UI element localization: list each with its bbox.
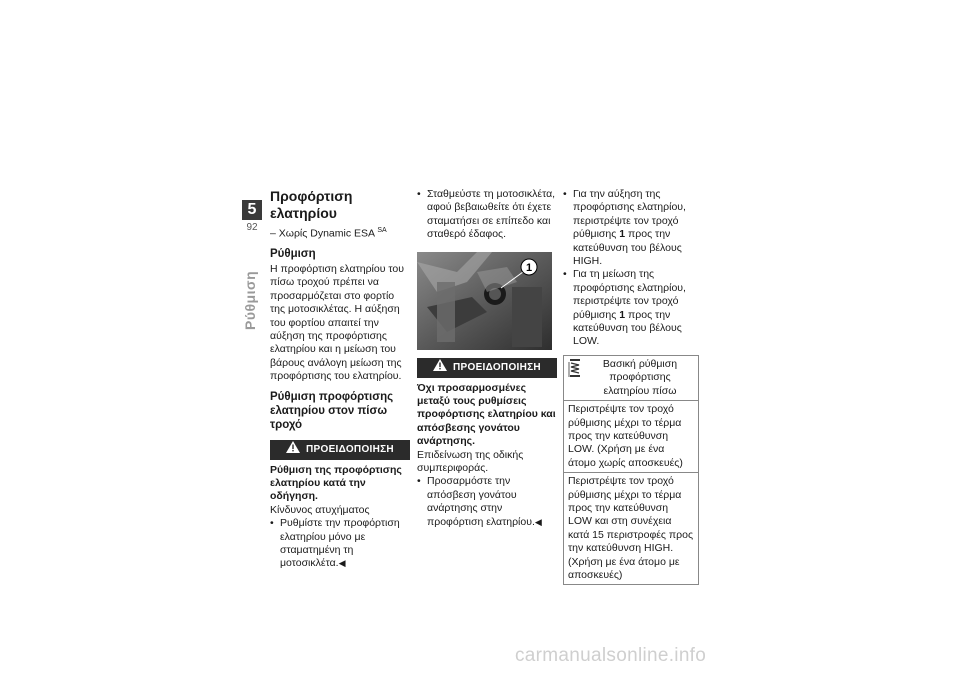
warning-subtitle: Επιδείνωση της οδικής συμπεριφοράς. — [417, 448, 524, 475]
bullet-list — [563, 188, 703, 349]
watermark: carmanualsonline.info — [515, 645, 707, 666]
end-mark-icon: ◀ — [338, 558, 346, 569]
table-row: Περιστρέψτε τον τροχό ρύθμισης μέχρι το τέρμα προς την κατεύθυνση LOW και στη συνέχεια κατά 15 περιστροφές προς την κατεύθυνση HIGH. (Χρήση με ένα άτομο με αποσκευές) — [568, 475, 694, 581]
warning-subtitle: Κίνδυνος ατυχήματος — [270, 503, 370, 516]
chapter-number: 5 — [242, 200, 262, 220]
column-2 — [417, 188, 557, 529]
column-1 — [270, 188, 410, 571]
list-item: • Για την αύξηση της προφόρτισης ελατηρίου, περιστρέψτε τον τροχό ρύθμισης 1 προς την κατεύθυνση του βέλους HIGH. — [563, 188, 703, 268]
table-title: Βασική ρύθμιση προφόρτισης ελατηρίου πίσω — [602, 357, 678, 397]
chapter-side-title: Ρύθμιση — [242, 270, 258, 330]
warning-banner — [417, 358, 557, 378]
bullet-list — [270, 517, 410, 571]
list-item: • Για τη μείωση της προφόρτισης ελατηρίου, περιστρέψτε τον τροχό ρύθμισης 1 προς την κατεύθυνση του βέλους LOW. — [563, 268, 703, 348]
spring-preload-icon — [567, 358, 585, 398]
table-row: Περιστρέψτε τον τροχό ρύθμισης μέχρι το τέρμα προς την κατεύθυνση LOW. (Χρήση με ένα άτομο χωρίς αποσκευές) — [564, 401, 698, 473]
column-3 — [563, 188, 703, 585]
list-item: • Σταθμεύστε τη μοτοσικλέτα, αφού βεβαιωθείτε ότι έχετε σταματήσει σε επίπεδο και σταθερό έδαφος. — [417, 188, 557, 242]
subsection-heading-rear: Ρύθμιση προφόρτισης ελατηρίου στον πίσω τροχό — [270, 390, 394, 431]
warning-banner — [270, 440, 410, 460]
bullet-list — [417, 188, 557, 242]
warning-label: ΠΡΟΕΙΔΟΠΟΙΗΣΗ — [453, 361, 541, 373]
page-number: 92 — [246, 222, 258, 233]
list-item: • Προσαρμόστε την απόσβεση γονάτου ανάρτησης στην προφόρτιση ελατηρίου.◀ — [417, 475, 557, 529]
warning-label: ΠΡΟΕΙΔΟΠΟΙΗΣΗ — [306, 443, 394, 455]
setting-table — [563, 355, 699, 586]
section-subtitle: – Χωρίς Dynamic ESA $^{SA}$ — [270, 227, 387, 240]
subsection-heading-setting: Ρύθμιση — [270, 247, 316, 260]
warning-triangle-icon — [286, 441, 300, 457]
table-header — [564, 356, 698, 401]
warning-title: Όχι προσαρμοσμένες μεταξύ τους ρυθμίσεις προφόρτισης ελατηρίου και απόσβεσης γονάτου ανάρτησης. — [417, 381, 556, 448]
bullet-list — [417, 475, 557, 529]
end-mark-icon: ◀ — [534, 516, 542, 527]
warning-title: Ρύθμιση της προφόρτισης ελατηρίου κατά την οδήγηση. — [270, 463, 402, 503]
intro-paragraph: Η προφόρτιση ελατηρίου του πίσω τροχού πρέπει να προσαρμόζεται στο φορτίο της μοτοσικλέτας. Η αύξηση του φορτίου απαιτεί την αύξηση της προφόρτισης ελατηρίου και η μείωση του βάρους ανάλογη μείωση της προφόρτισης του ελατηρίου. — [270, 262, 404, 383]
photo-callout-number: 1 — [525, 261, 533, 274]
warning-triangle-icon — [433, 359, 447, 375]
section-title: Προφόρτιση ελατηρίου — [270, 188, 353, 221]
list-item: • Ρυθμίστε την προφόρτιση ελατηρίου μόνο με σταματημένη τη μοτοσικλέτα.◀ — [270, 517, 410, 571]
rear-suspension-photo — [417, 252, 552, 350]
